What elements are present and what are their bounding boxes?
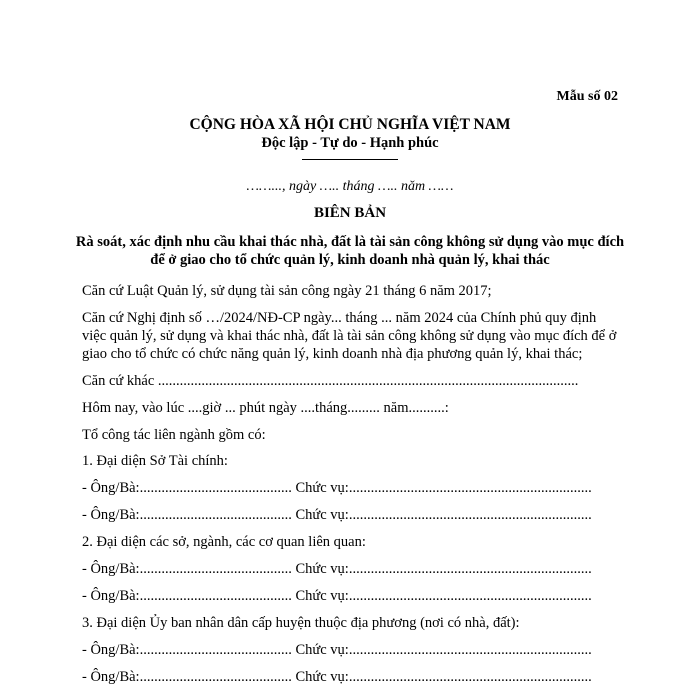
position-field: ................................................................... bbox=[348, 588, 592, 604]
position-field: ................................................................... bbox=[348, 561, 592, 577]
position-label: Chức vụ: bbox=[295, 480, 349, 496]
legal-basis-law: Căn cứ Luật Quản lý, sử dụng tài sản công ngày 21 tháng 6 năm 2017; bbox=[82, 283, 492, 299]
name-label: - Ông/Bà: bbox=[82, 669, 140, 685]
name-field: .......................................... bbox=[139, 507, 292, 523]
national-motto: Độc lập - Tự do - Hạnh phúc bbox=[261, 135, 439, 151]
position-label: Chức vụ: bbox=[295, 561, 349, 577]
form-number: Mẫu số 02 bbox=[556, 89, 618, 104]
document-body bbox=[82, 282, 622, 695]
name-field: .......................................... bbox=[139, 480, 292, 496]
name-field: .......................................... bbox=[139, 642, 292, 658]
position-field: ................................................................... bbox=[348, 669, 592, 685]
signatory-line bbox=[82, 479, 622, 497]
name-field: .......................................... bbox=[139, 561, 292, 577]
position-field: ................................................................... bbox=[348, 480, 592, 496]
name-label: - Ông/Bà: bbox=[82, 642, 140, 658]
signatory-line bbox=[82, 560, 622, 578]
position-field: ................................................................... bbox=[348, 507, 592, 523]
section-heading-departments: 2. Đại diện các sở, ngành, các cơ quan liên quan: bbox=[82, 534, 366, 550]
signatory-line bbox=[82, 668, 622, 686]
name-label: - Ông/Bà: bbox=[82, 561, 140, 577]
country-name: CỘNG HÒA XÃ HỘI CHỦ NGHĨA VIỆT NAM bbox=[189, 116, 511, 133]
legal-basis-decree: Căn cứ Nghị định số …/2024/NĐ-CP ngày... tháng ... năm 2024 của Chính phủ quy định việc quản lý, sử dụng và khai thác nhà, đất là tài sản công không sử dụng vào mục đích để ở giao cho tổ chức có chức năng quản lý, kinh doanh nhà địa phương quản lý, khai thác; bbox=[82, 310, 617, 362]
name-field: .......................................... bbox=[139, 588, 292, 604]
motto-underline bbox=[302, 159, 398, 160]
section-heading-finance: 1. Đại diện Sở Tài chính: bbox=[82, 453, 228, 469]
position-label: Chức vụ: bbox=[295, 669, 349, 685]
name-label: - Ông/Bà: bbox=[82, 588, 140, 604]
position-label: Chức vụ: bbox=[295, 588, 349, 604]
position-label: Chức vụ: bbox=[295, 507, 349, 523]
document-subtitle: Rà soát, xác định nhu cầu khai thác nhà, đất là tài sản công không sử dụng vào mục đích để ở giao cho tổ chức quản lý, kinh doanh nhà quản lý, khai thác bbox=[75, 234, 625, 268]
position-field: ................................................................... bbox=[348, 642, 592, 658]
section-heading-district: 3. Đại diện Ủy ban nhân dân cấp huyện thuộc địa phương (nơi có nhà, đất): bbox=[82, 615, 520, 631]
document-title: BIÊN BẢN bbox=[313, 205, 387, 221]
team-intro: Tổ công tác liên ngành gồm có: bbox=[82, 427, 266, 443]
name-label: - Ông/Bà: bbox=[82, 480, 140, 496]
position-label: Chức vụ: bbox=[295, 642, 349, 658]
name-label: - Ông/Bà: bbox=[82, 507, 140, 523]
signatory-line bbox=[82, 506, 622, 524]
signatory-line bbox=[82, 641, 622, 659]
legal-basis-other: Căn cứ khác .................................................................................................................... bbox=[82, 373, 579, 389]
signatory-line bbox=[82, 587, 622, 605]
name-field: .......................................... bbox=[139, 669, 292, 685]
date-line: ……..., ngày ….. tháng ….. năm …… bbox=[246, 179, 454, 194]
meeting-time: Hôm nay, vào lúc ....giờ ... phút ngày ....tháng......... năm..........: bbox=[82, 400, 449, 416]
